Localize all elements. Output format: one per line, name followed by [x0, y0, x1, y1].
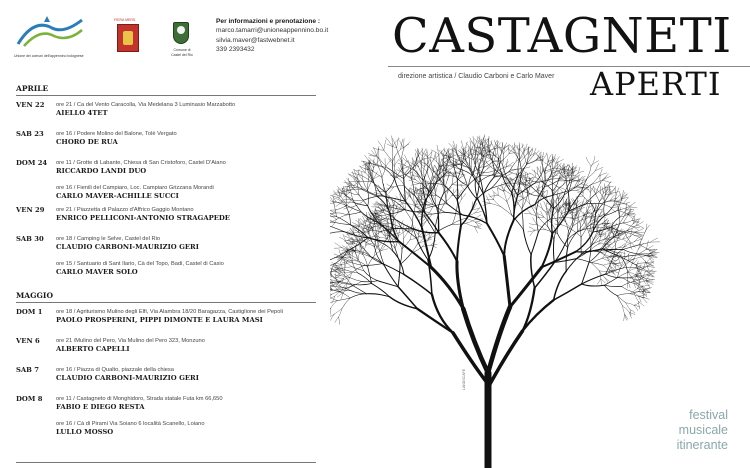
event-location: ore 18 / Agriturismo Mulino degli Elfi, Via Alambra 18/20 Baragazza, Castiglione dei Pepoli [56, 309, 283, 315]
contact-email-2[interactable]: silvia.maver@fastwebnet.it [216, 36, 295, 44]
artistic-direction: direzione artistica / Claudio Carboni e Carlo Maver [398, 73, 555, 80]
event-row [16, 337, 316, 361]
event-artist: FABIO E DIEGO RESTA [56, 403, 145, 411]
logo-strip [14, 14, 204, 62]
month-heading: APRILE [16, 84, 316, 96]
tagline-line-2: musicale [678, 423, 728, 437]
event-location: ore 21 /Mulino del Pero, Via Mulino del Pero 323, Monzuno [56, 338, 205, 344]
event-artist: ALBERTO CAPELLI [56, 345, 130, 353]
event-location: ore 16 / Piazza di Qualto, piazzale della chiesa [56, 367, 174, 373]
event-details [56, 159, 316, 201]
event-details [56, 366, 316, 390]
event-row [16, 308, 316, 332]
event-day: SAB 23 [16, 130, 44, 138]
event-location: ore 11 / Grotte di Labante, Chiesa di San Cristoforo, Castel D'Aiano [56, 160, 226, 166]
event-location: ore 18 / Camping le Selve, Castel del Rio [56, 236, 161, 242]
event-location: ore 16 / Fienili del Campiaro, Loc. Campiaro Grizzana Morandi [56, 185, 214, 191]
event-row [16, 101, 316, 125]
event-artist: AIELLO 4TET [56, 109, 108, 117]
event-slot [56, 260, 316, 277]
tree-watermark: LANDSCAPE [462, 368, 466, 390]
month-heading: MAGGIO [16, 291, 316, 303]
fiera-logo-caption: FIERA MERS [114, 18, 136, 22]
event-slot [56, 337, 316, 354]
unione-appennino-logo [14, 14, 86, 58]
tree-illustration [330, 84, 660, 468]
event-artist: CARLO MAVER-ACHILLE SUCCI [56, 192, 179, 200]
event-slot [56, 308, 316, 325]
event-row [16, 366, 316, 390]
event-slot [56, 206, 316, 223]
event-slot [56, 395, 316, 412]
event-details [56, 235, 316, 277]
event-location: ore 11 / Castagneto di Monghidoro, Strada statale Futa km 66,650 [56, 396, 223, 402]
event-row [16, 395, 316, 437]
event-slot [56, 159, 316, 176]
schedule-bottom-divider [16, 462, 316, 463]
crest-icon [173, 22, 189, 44]
event-location: ore 16 / Cà di Pirami Via Soiano 6 località Scanello, Loiano [56, 421, 205, 427]
tagline-line-1: festival [689, 408, 728, 422]
event-location: ore 21 / Piazzetta di Palazzo d'Affrico Gaggio Montano [56, 207, 194, 213]
event-day: DOM 24 [16, 159, 48, 167]
event-artist: ENRICO PELLICONI-ANTONIO STRAGAPEDE [56, 214, 230, 222]
event-slot [56, 235, 316, 252]
castel-del-rio-crest [164, 18, 200, 62]
castel-del-rio-caption: Comune di Castel del Rio [171, 48, 193, 57]
event-artist: CHORO DE RUA [56, 138, 118, 146]
event-day: VEN 22 [16, 101, 45, 109]
event-row [16, 130, 316, 154]
contact-info [216, 17, 328, 54]
event-day: DOM 8 [16, 395, 43, 403]
event-slot [56, 366, 316, 383]
event-row [16, 159, 316, 201]
page-subtitle: APERTI [590, 65, 722, 103]
tagline-line-3: itinerante [676, 438, 728, 452]
shield-icon [117, 24, 139, 52]
event-details [56, 337, 316, 361]
contact-heading: Per informazioni e prenotazione : [216, 18, 321, 25]
event-slot [56, 130, 316, 147]
event-day: SAB 7 [16, 366, 40, 374]
event-row [16, 206, 316, 230]
event-artist: RICCARDO LANDI DUO [56, 167, 147, 175]
event-location: ore 21 / Ca del Vento Caracolla, Via Medelana 3 Luminasio Marzabotto [56, 102, 236, 108]
event-row [16, 235, 316, 277]
event-details [56, 395, 316, 437]
event-day: DOM 1 [16, 308, 43, 316]
contact-phone[interactable]: 339 2393432 [216, 45, 255, 53]
event-location: ore 15 / Santuario di Sant Ilario, Cà del Topo, Badi, Castel di Casio [56, 261, 224, 267]
event-details [56, 206, 316, 230]
event-slot [56, 184, 316, 201]
event-details [56, 130, 316, 154]
event-artist: CLAUDIO CARBONI-MAURIZIO GERI [56, 374, 199, 382]
event-artist: CLAUDIO CARBONI-MAURIZIO GERI [56, 243, 199, 251]
event-artist: LULLO MOSSO [56, 428, 114, 436]
event-details [56, 308, 316, 332]
festival-tagline [677, 408, 728, 453]
event-artist: PAOLO PROSPERINI, PIPPI DIMONTE E LAURA MASI [56, 316, 263, 324]
event-day: VEN 29 [16, 206, 45, 214]
event-location: ore 16 / Podere Molino del Balone, Tolè Vergato [56, 131, 177, 137]
event-artist: CARLO MAVER SOLO [56, 268, 138, 276]
event-slot [56, 101, 316, 118]
fiera-logo [114, 18, 142, 58]
contact-email-1[interactable]: marco.tamarri@unioneappennino.bo.it [216, 27, 329, 35]
event-details [56, 101, 316, 125]
page-title: CASTAGNETI [392, 8, 732, 64]
event-slot [56, 420, 316, 437]
event-schedule [16, 84, 316, 468]
event-day: SAB 30 [16, 235, 44, 243]
event-day: VEN 6 [16, 337, 40, 345]
unione-appennino-caption: Unione dei comuni dell'appennino bolognese [14, 54, 84, 58]
swoosh-icon [14, 14, 86, 50]
